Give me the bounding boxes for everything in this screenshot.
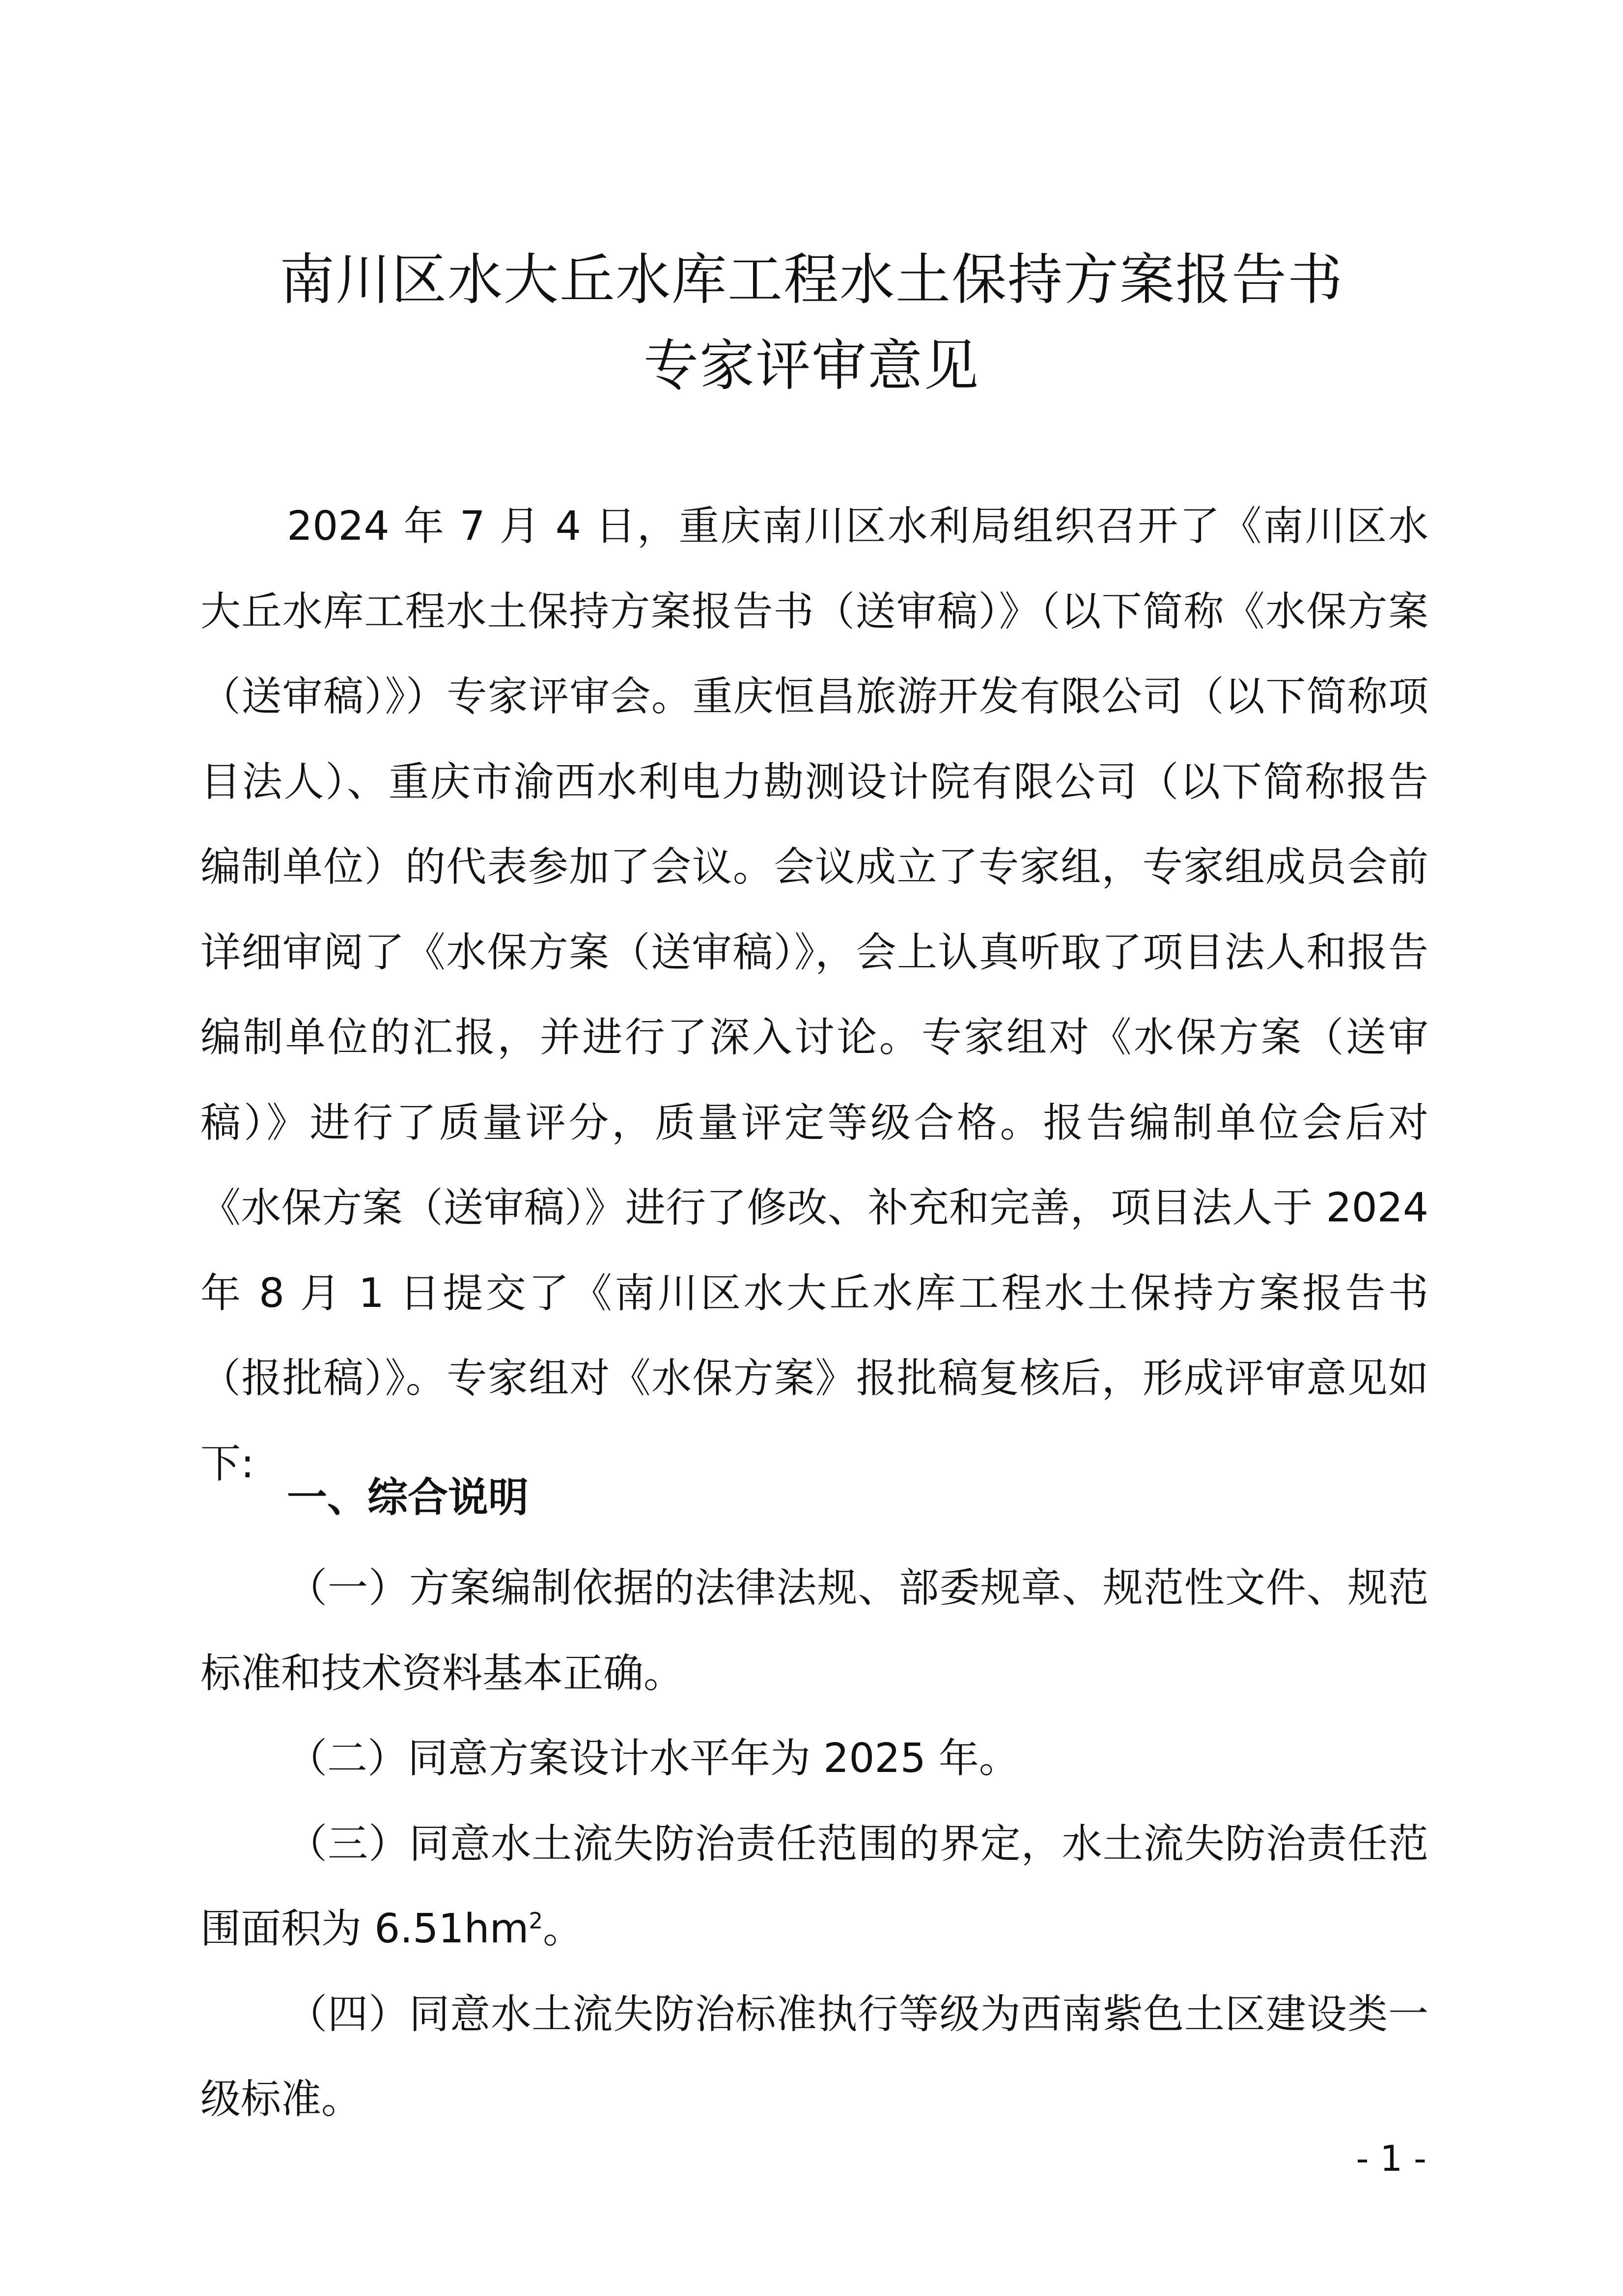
item-3-superscript: 2: [529, 1908, 543, 1934]
item-3: [200, 1801, 1428, 1972]
section-heading: 一、综合说明: [287, 1474, 529, 1521]
item-1: （一）方案编制依据的法律法规、部委规章、规范性文件、规范标准和技术资料基本正确。: [200, 1565, 1428, 1697]
intro-paragraph-block: [200, 484, 1428, 1506]
item-3-text: （三）同意水土流失防治责任范围的界定，水土流失防治责任范围面积为 6.51hm: [200, 1820, 1428, 1952]
page-number: - 1 -: [1356, 2138, 1427, 2179]
item-4: （四）同意水土流失防治标准执行等级为西南紫色土区建设类一级标准。: [200, 1991, 1428, 2123]
document-title-line-2: 专家评审意见: [644, 334, 979, 398]
intro-paragraph: 2024 年 7 月 4 日，重庆南川区水利局组织召开了《南川区水大丘水库工程水土保持方案报告书（送审稿）》（以下简称《水保方案（送审稿）》）专家评审会。重庆恒昌旅游开发有限公司（以下简称项目法人）、重庆市渝西水利电力勘测设计院有限公司（以下简称报告编制单位）的代表参加了会议。会议成立了专家组，专家组成员会前详细审阅了《水保方案（送审稿）》，会上认真听取了项目法人和报告编制单位的汇报，并进行了深入讨论。专家组对《水保方案（送审稿）》进行了质量评分，质量评定等级合格。报告编制单位会后对《水保方案（送审稿）》进行了修改、补充和完善，项目法人于 2024 年 8 月 1 日提交了《南川区水大丘水库工程水土保持方案报告书（报批稿）》。专家组对《水保方案》报批稿复核后，形成评审意见如下:: [200, 503, 1428, 1487]
document-title-line-1: 南川区水大丘水库工程水土保持方案报告书: [280, 248, 1343, 312]
item-3-punctuation: 。: [543, 1906, 584, 1952]
section-items: [200, 1546, 1428, 2142]
item-2: （二）同意方案设计水平年为 2025 年。: [287, 1735, 1019, 1782]
